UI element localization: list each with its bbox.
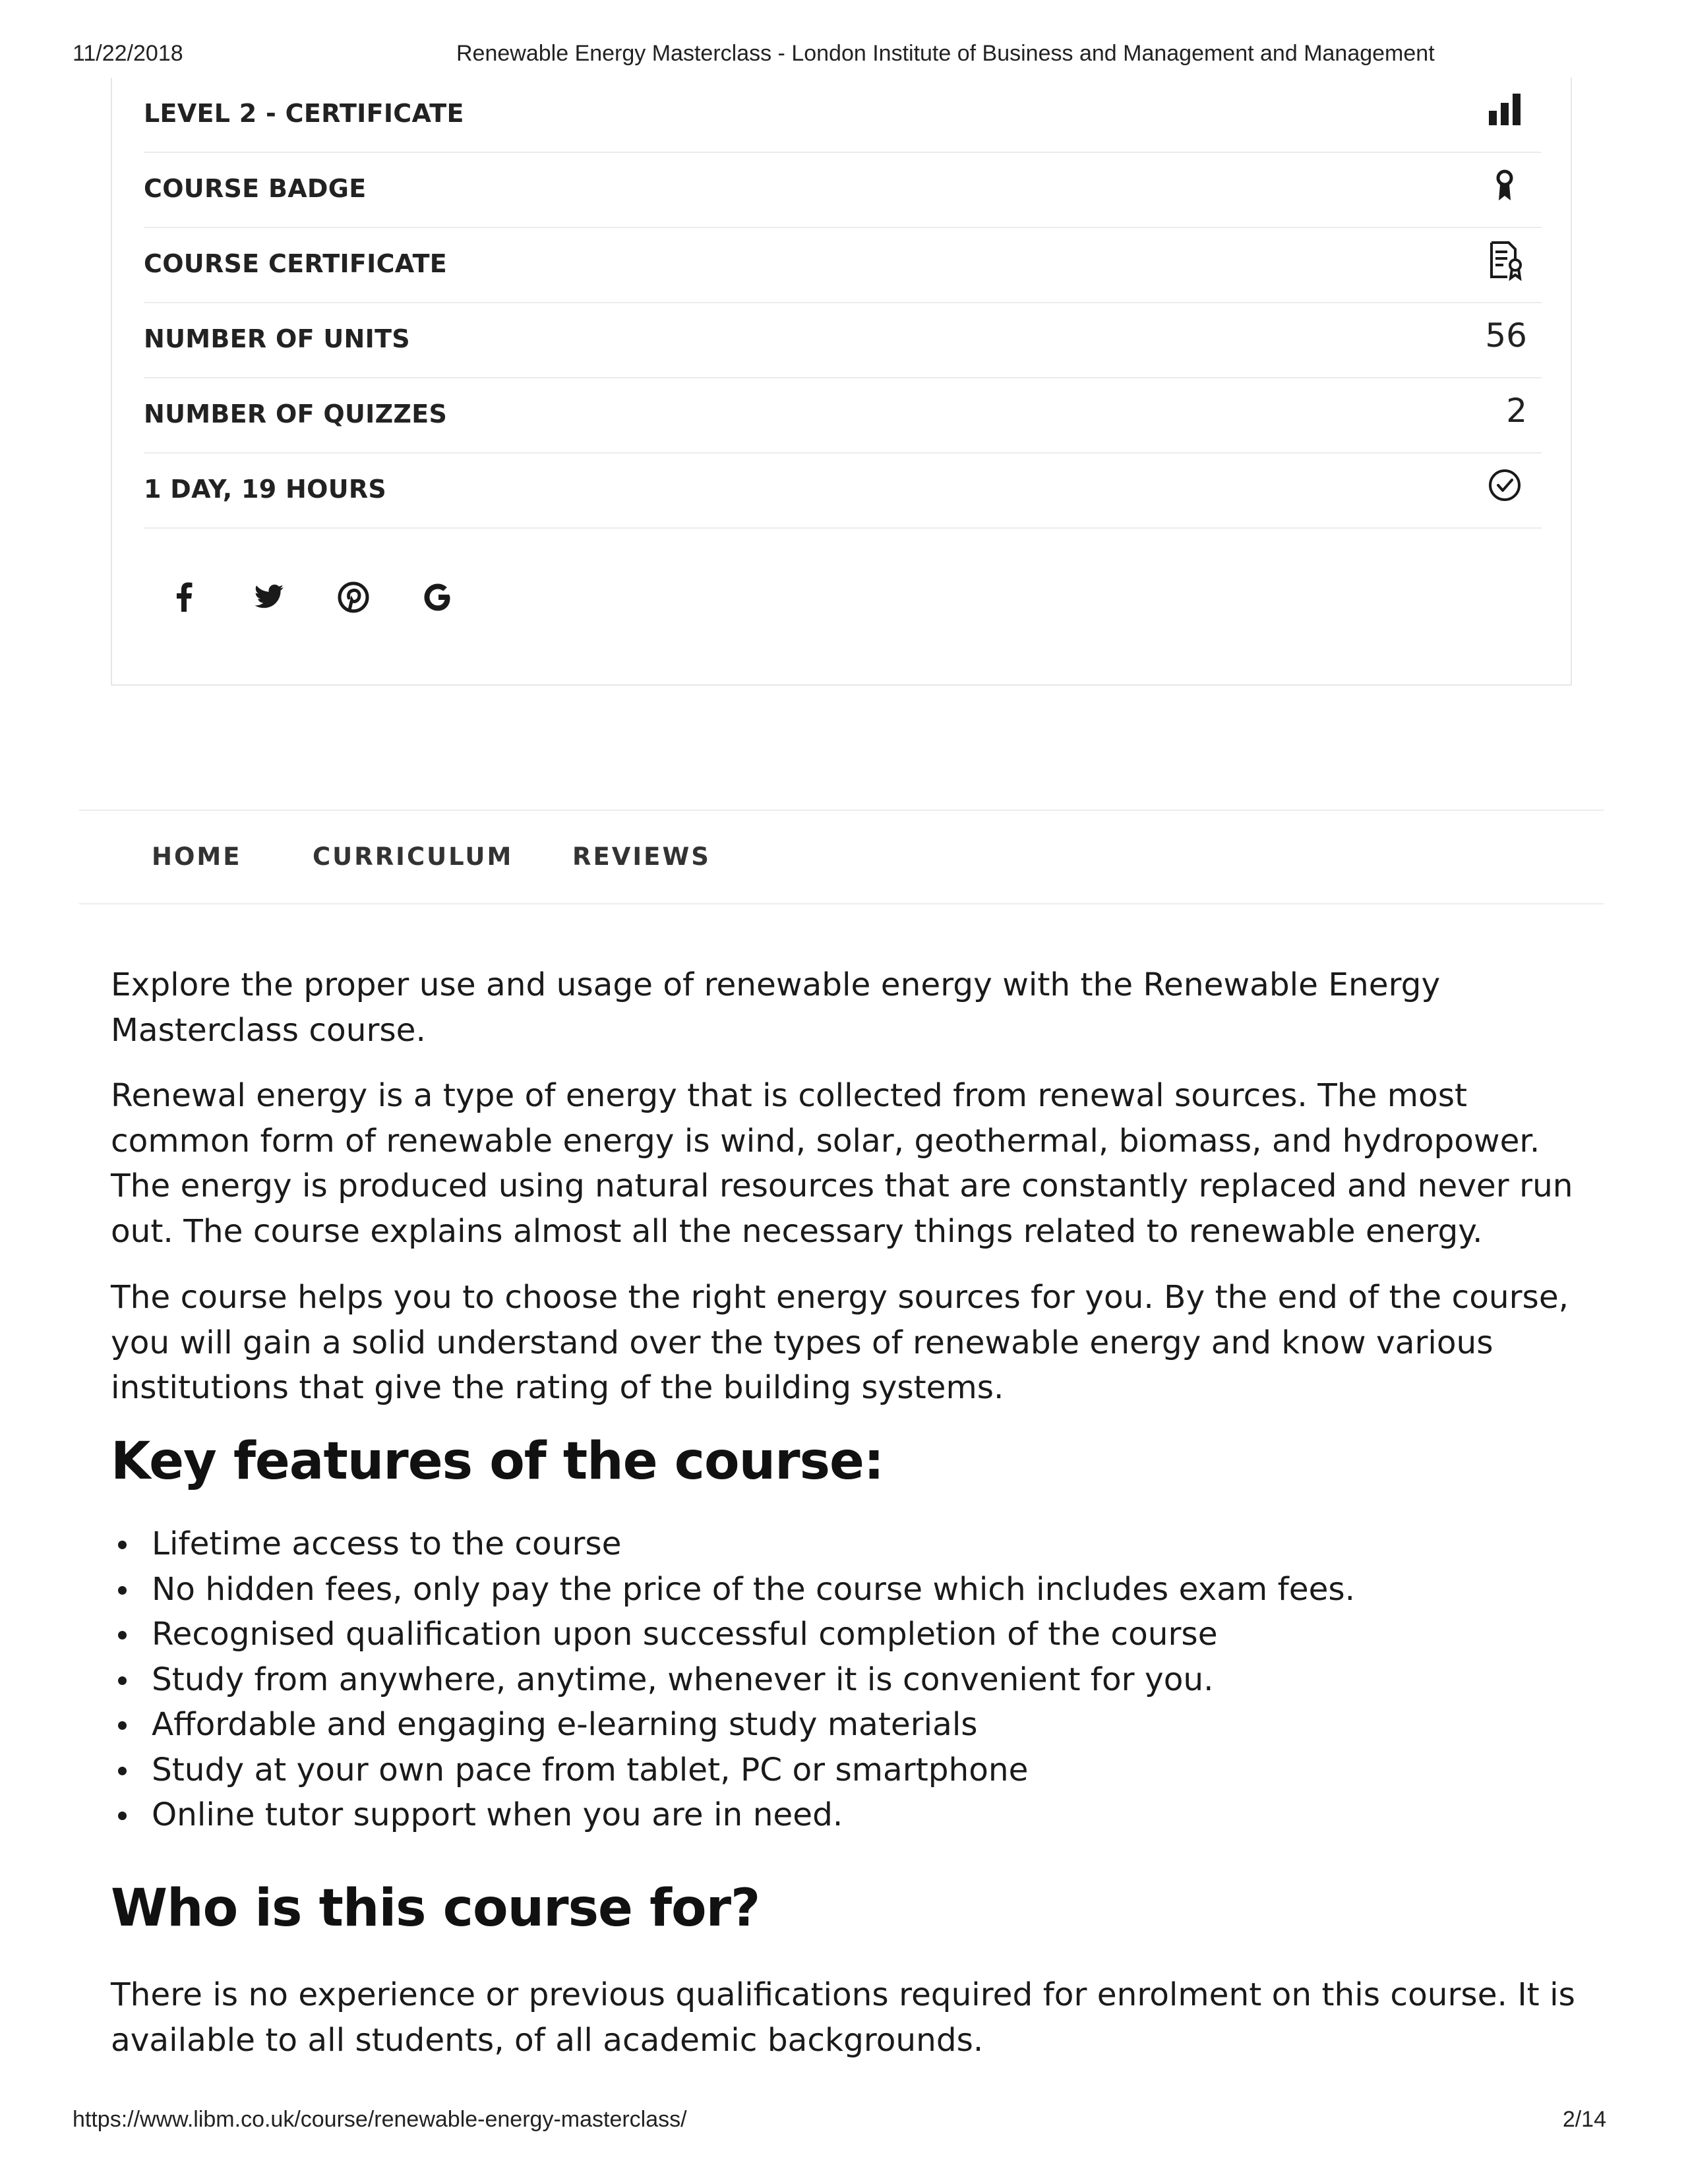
- detail-row-duration: [144, 454, 1542, 529]
- bar-chart-icon: [1484, 88, 1526, 131]
- list-item: Study at your own pace from tablet, PC or smartphone: [111, 1748, 1582, 1793]
- print-date: 11/22/2018: [73, 41, 183, 66]
- detail-row-badge: [144, 153, 1542, 228]
- print-page-title: Renewable Energy Masterclass - London Institute of Business and Management and Management: [456, 41, 1435, 66]
- print-url: https://www.libm.co.uk/course/renewable-energy-masterclass/: [73, 2107, 687, 2132]
- detail-row-certificate: [144, 228, 1542, 303]
- audience-heading: Who is this course for?: [111, 1879, 760, 1938]
- tab-home[interactable]: HOME: [152, 842, 242, 871]
- quizzes-count: 2: [1506, 392, 1527, 430]
- detail-row-level: [144, 78, 1542, 153]
- audience-paragraph: There is no experience or previous qualifications required for enrolment on this course. It is available to all students, of all academic backgrounds.: [111, 1976, 1575, 2059]
- detail-label-certificate: COURSE CERTIFICATE: [144, 249, 448, 278]
- detail-row-quizzes: [144, 378, 1542, 454]
- key-features-list: [111, 1521, 1582, 1838]
- list-item: Study from anywhere, anytime, whenever it is convenient for you.: [111, 1657, 1582, 1703]
- detail-row-units: [144, 303, 1542, 378]
- badge-icon: [1484, 163, 1526, 206]
- share-icons: [144, 579, 539, 618]
- print-footer: [0, 2107, 1688, 2133]
- tab-curriculum[interactable]: CURRICULUM: [313, 842, 514, 871]
- description-paragraph: Renewal energy is a type of energy that is collected from renewal sources. The most common form of renewable energy is wind, solar, geothermal, biomass, and hydropower. The energy is produced using natural resources that are constantly replaced and never run out. The course explains almost all the necessary things related to renewable energy.: [111, 1077, 1573, 1250]
- list-item: Affordable and engaging e-learning study materials: [111, 1702, 1582, 1748]
- course-details-card: [111, 78, 1572, 686]
- detail-label-badge: COURSE BADGE: [144, 174, 367, 203]
- outcome-paragraph: The course helps you to choose the right energy sources for you. By the end of the course, you will gain a solid understand over the types of renewable energy and know various institutions that give the rating of the building systems.: [111, 1279, 1569, 1406]
- detail-label-level: LEVEL 2 - CERTIFICATE: [144, 99, 464, 128]
- clock-check-icon: [1484, 464, 1526, 506]
- list-item: Lifetime access to the course: [111, 1521, 1582, 1567]
- detail-label-quizzes: NUMBER OF QUIZZES: [144, 399, 448, 428]
- pinterest-icon[interactable]: [335, 579, 372, 616]
- list-item: No hidden fees, only pay the price of the course which includes exam fees.: [111, 1567, 1582, 1612]
- units-count: 56: [1485, 316, 1527, 355]
- print-header: [0, 41, 1688, 67]
- course-tabs: [79, 810, 1604, 904]
- certificate-icon: [1484, 239, 1526, 281]
- print-page-number: 2/14: [1562, 2107, 1606, 2132]
- detail-label-units: NUMBER OF UNITS: [144, 324, 410, 353]
- twitter-icon[interactable]: [251, 579, 287, 616]
- intro-paragraph: Explore the proper use and usage of renewable energy with the Renewable Energy Masterclass course.: [111, 966, 1441, 1049]
- facebook-icon[interactable]: [166, 579, 203, 616]
- key-features-heading: Key features of the course:: [111, 1432, 884, 1491]
- tab-reviews[interactable]: REVIEWS: [572, 842, 711, 871]
- detail-label-duration: 1 DAY, 19 HOURS: [144, 475, 387, 504]
- list-item: Recognised qualification upon successful completion of the course: [111, 1612, 1582, 1657]
- google-icon[interactable]: [419, 579, 456, 616]
- list-item: Online tutor support when you are in need.: [111, 1792, 1582, 1838]
